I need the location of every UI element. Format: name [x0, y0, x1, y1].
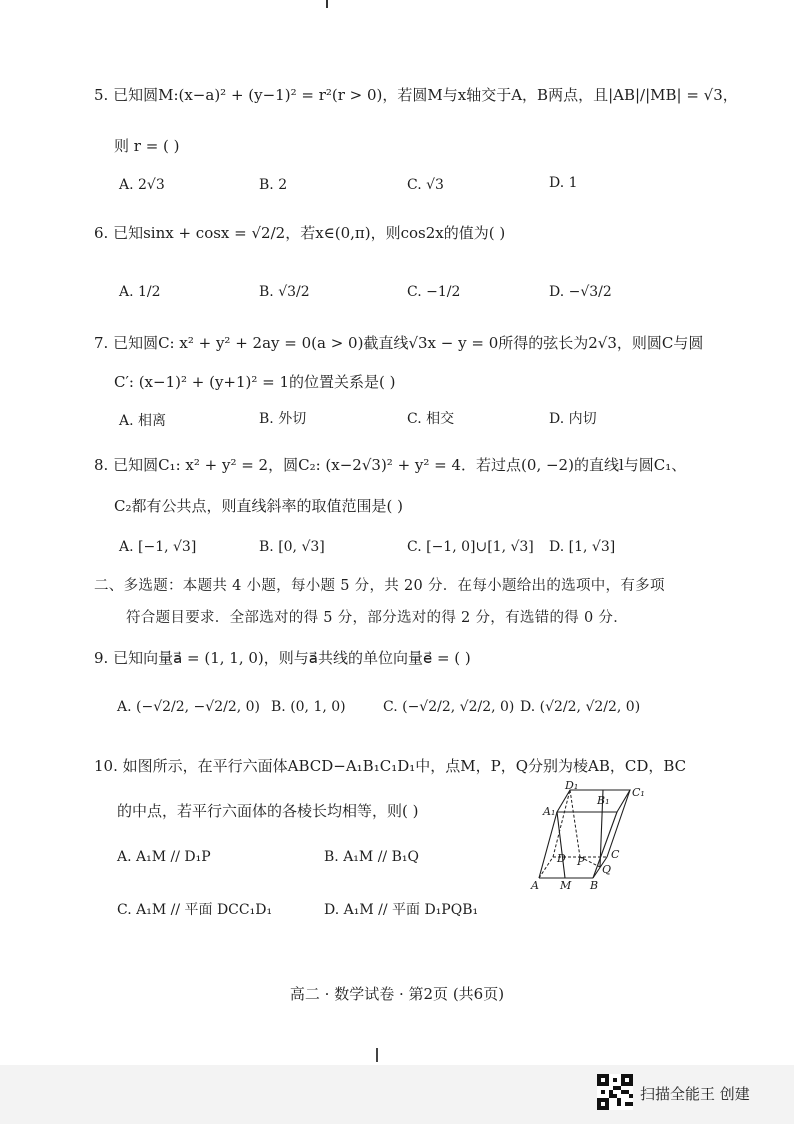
q8-option-b: B. [0, √3]: [259, 539, 325, 555]
label-q: Q: [602, 863, 612, 876]
label-a: A: [531, 879, 539, 892]
label-d1: D₁: [565, 779, 579, 792]
label-m: M: [560, 879, 572, 892]
parallelepiped-figure: [527, 779, 657, 894]
q6-option-c: C. −1/2: [407, 284, 461, 300]
scanner-watermark: 扫描全能王 创建: [640, 1085, 750, 1103]
q9-option-b: B. (0, 1, 0): [271, 699, 346, 715]
q8-option-c: C. [−1, 0]∪[1, √3]: [407, 539, 534, 555]
label-c: C: [611, 848, 620, 861]
q5-option-a: A. 2√3: [119, 177, 165, 193]
section-2-heading: 二、多选题：本题共 4 小题，每小题 5 分，共 20 分．在每小题给出的选项中，有多项: [94, 578, 665, 594]
q5-option-c: C. √3: [407, 177, 444, 193]
q6-stem: 6. 已知sinx + cosx = √2/2，若x∈(0,π)，则cos2x的值为( ): [94, 224, 506, 242]
q6-option-a: A. 1/2: [119, 284, 161, 300]
q10-stem-cont: 的中点，若平行六面体的各棱长均相等，则( ): [117, 802, 419, 820]
scan-mark-bottom: [376, 1048, 378, 1062]
page-footer: 高二 · 数学试卷 · 第2页 (共6页): [289, 985, 505, 1003]
label-c1: C₁: [632, 786, 645, 799]
q9-option-a: A. (−√2/2, −√2/2, 0): [117, 699, 261, 715]
q6-option-b: B. √3/2: [259, 284, 310, 300]
label-p: P: [577, 855, 585, 868]
q8-stem: 8. 已知圆C₁: x² + y² = 2，圆C₂: (x−2√3)² + y² = 4．若过点(0, −2)的直线l与圆C₁、: [94, 456, 687, 474]
q5-stem: 5. 已知圆M:(x−a)² + (y−1)² = r²(r > 0)，若圆M与x轴交于A，B两点，且|AB|/|MB| = √3，: [94, 86, 738, 104]
label-b: B: [590, 879, 599, 892]
q5-option-b: B. 2: [259, 177, 288, 193]
q10-option-c: C. A₁M // 平面 DCC₁D₁: [117, 902, 273, 918]
q5-option-d: D. 1: [549, 175, 578, 191]
label-d: D: [557, 852, 566, 865]
section-2-instructions: 符合题目要求．全部选对的得 5 分，部分选对的得 2 分，有选错的得 0 分．: [126, 610, 629, 626]
q7-option-d: D. 内切: [549, 411, 597, 427]
q8-stem-cont: C₂都有公共点，则直线斜率的取值范围是( ): [114, 497, 403, 515]
q10-option-b: B. A₁M // B₁Q: [324, 849, 419, 865]
q9-option-c: C. (−√2/2, √2/2, 0): [383, 699, 515, 715]
q10-option-a: A. A₁M // D₁P: [117, 849, 211, 865]
q7-option-b: B. 外切: [259, 411, 307, 427]
label-a1: A₁: [543, 805, 556, 818]
q8-option-d: D. [1, √3]: [549, 539, 616, 555]
q8-option-a: A. [−1, √3]: [119, 539, 197, 555]
q7-option-a: A. 相离: [119, 413, 167, 429]
q6-option-d: D. −√3/2: [549, 284, 612, 300]
q7-stem-cont: C′: (x−1)² + (y+1)² = 1的位置关系是( ): [114, 373, 396, 391]
scan-mark: [326, 0, 328, 8]
q9-stem: 9. 已知向量a⃗ = (1, 1, 0)，则与a⃗共线的单位向量e⃗ = ( ): [94, 649, 471, 667]
q10-stem: 10. 如图所示，在平行六面体ABCD−A₁B₁C₁D₁中，点M，P，Q分别为棱AB，CD，BC: [94, 757, 687, 775]
q5-stem-cont: 则 r = ( ): [114, 137, 180, 155]
q10-option-d: D. A₁M // 平面 D₁PQB₁: [324, 902, 479, 918]
q7-stem: 7. 已知圆C: x² + y² + 2ay = 0(a > 0)截直线√3x − y = 0所得的弦长为2√3，则圆C与圆: [94, 334, 704, 352]
label-b1: B₁: [597, 794, 610, 807]
qr-code-icon: [597, 1074, 633, 1110]
q9-option-d: D. (√2/2, √2/2, 0): [520, 699, 641, 715]
figure-edges: [539, 790, 630, 878]
q7-option-c: C. 相交: [407, 411, 455, 427]
